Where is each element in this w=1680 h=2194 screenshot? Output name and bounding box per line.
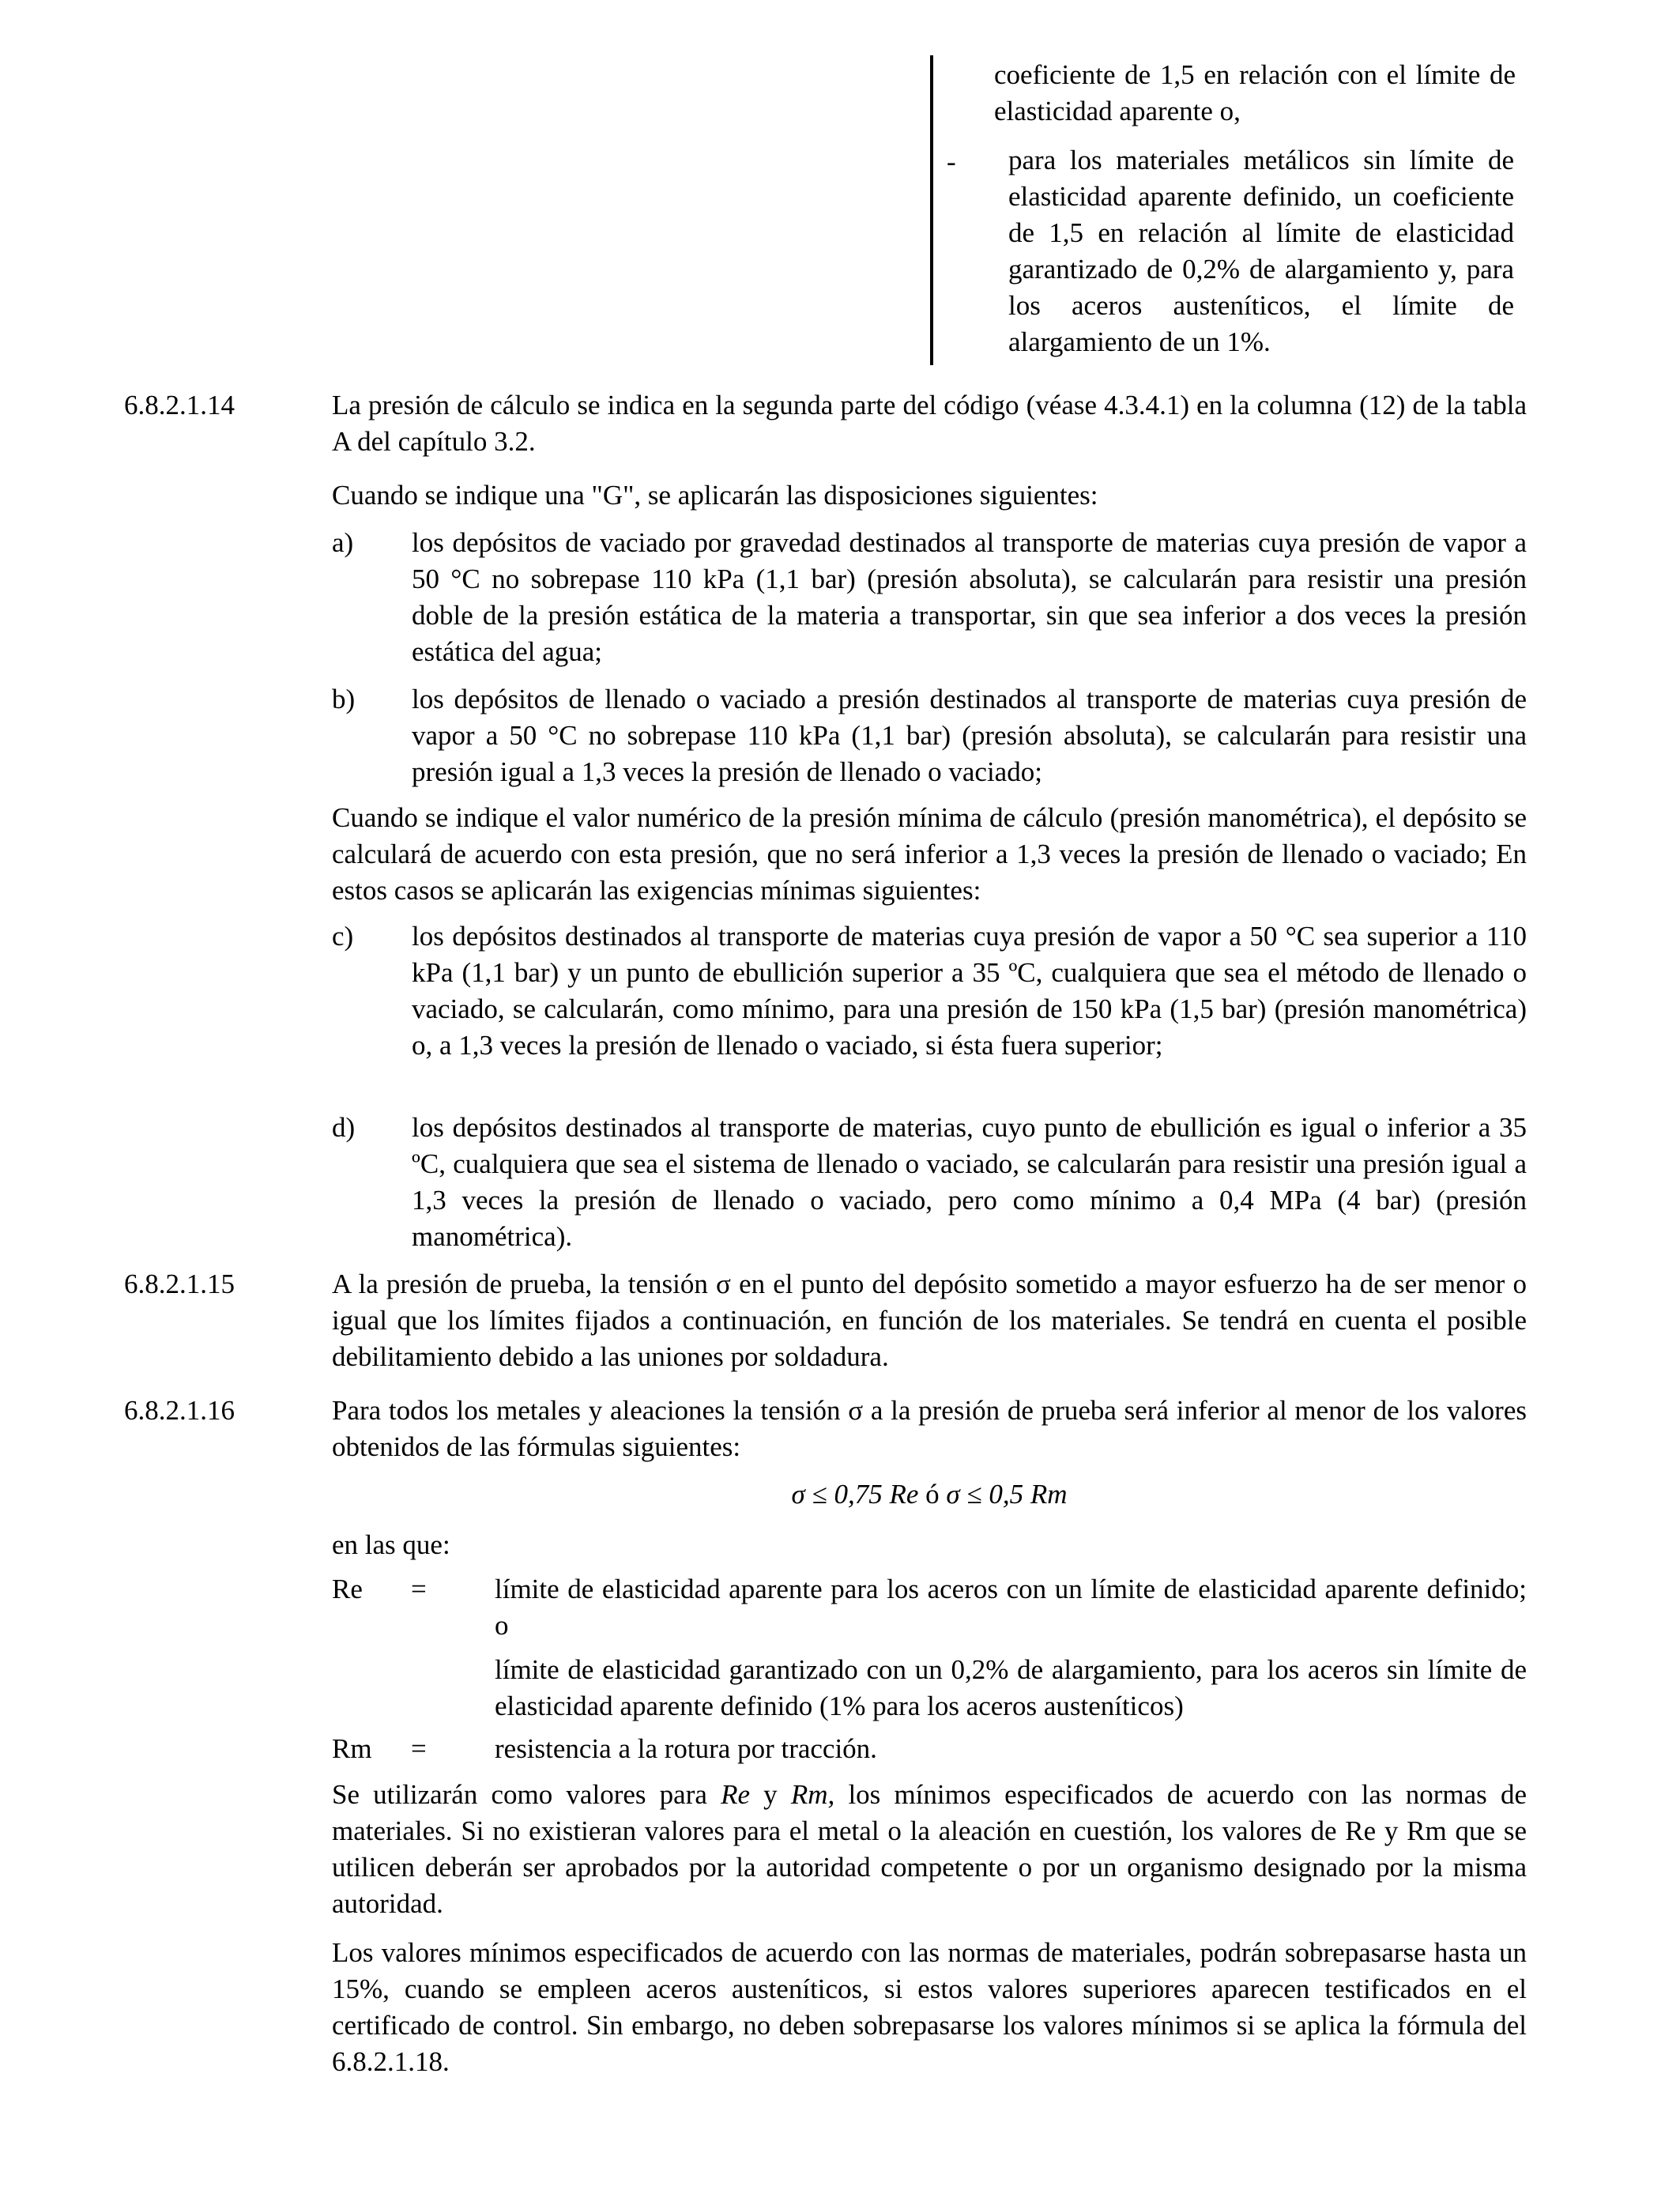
formula-right: σ ≤ 0,5 Rm (946, 1479, 1068, 1510)
section-15-text: A la presión de prueba, la tensión σ en el punto del depósito sometido a mayor esfuerzo ha de ser menor o igual que los límites fijados a continuación, en función de los materiales. Se tendrá en cuenta el posible debilitamiento debido a las uniones por soldadura. (332, 1269, 1527, 1372)
p2-re-italic: Re (721, 1779, 750, 1810)
item-d-text: los depósitos destinados al transporte de materias, cuyo punto de ebullición es igual o inferior a 35 ºC, cualquiera que sea el sistema de llenado o vaciado, se calcularán para resistir una presión igual a 1,3 veces la presión de llenado o vaciado, pero como mínimo a 0,4 MPa (4 bar) (presión manométrica). (412, 1112, 1527, 1252)
section-number-16: 6.8.2.1.16 (124, 1395, 235, 1426)
top-continuation-block (931, 57, 1525, 364)
section-number-15: 6.8.2.1.15 (124, 1269, 235, 1299)
item-d-label: d) (332, 1112, 356, 1143)
item-b-label: b) (332, 684, 356, 714)
stress-formula (332, 1476, 1527, 1513)
section-16-paragraph-1: Para todos los metales y aleaciones la tensión σ a la presión de prueba será inferior al menor de los valores obtenidos de las fórmulas siguientes: (332, 1395, 1527, 1462)
re-term: Re (332, 1574, 363, 1604)
item-a-label: a) (332, 527, 354, 558)
item-b-text: los depósitos de llenado o vaciado a presión destinados al transporte de materias cuya presión de vapor a 50 °C no sobrepase 110 kPa (1,1 bar) (presión absoluta), se calcularán para resistir una presión igual a 1,3 veces la presión de llenado o vaciado; (412, 684, 1527, 787)
rm-term: Rm (332, 1733, 372, 1764)
section-16-paragraph-2 (332, 1777, 1527, 1922)
formula-left: σ ≤ 0,75 Re (791, 1479, 919, 1510)
en-las-que-label: en las que: (332, 1529, 450, 1560)
item-c-text: los depósitos destinados al transporte de materias cuya presión de vapor a 50 °C sea superior a 110 kPa (1,1 bar) y un punto de ebullición superior a 35 ºC, cualquiera que sea el método de llenado o vaciado, se calcularán, como mínimo, para una presión de 150 kPa (1,5 bar) (presión manométrica) o, a 1,3 veces la presión de llenado o vaciado, si ésta fuera superior; (412, 921, 1527, 1061)
top-list-item: para los materiales metálicos sin límite de elasticidad aparente definido, un coeficiente de 1,5 en relación al límite de elasticidad garantizado de 0,2% de alargamiento y, para los aceros austeníticos, el límite de alargamiento de un 1%. (1008, 145, 1514, 357)
section-14-paragraph-1: La presión de cálculo se indica en la segunda parte del código (véase 4.3.4.1) en la columna (12) de la tabla A del capítulo 3.2. (332, 390, 1527, 457)
re-definition-1: límite de elasticidad aparente para los aceros con un límite de elasticidad aparente definido; o (495, 1574, 1527, 1641)
section-14-paragraph-2: Cuando se indique una "G", se aplicarán las disposiciones siguientes: (332, 480, 1098, 511)
formula-or: ó (918, 1479, 947, 1510)
section-number-14: 6.8.2.1.14 (124, 390, 235, 420)
rm-equals: = (411, 1733, 427, 1764)
p2-text-y: y (750, 1779, 791, 1810)
item-c-label: c) (332, 921, 354, 952)
section-16-paragraph-3: Los valores mínimos especificados de acuerdo con las normas de materiales, podrán sobrepasarse hasta un 15%, cuando se empleen aceros austeníticos, si estos valores superiores aparecen testificados en el certificado de control. Sin embargo, no deben sobrepasarse los valores mínimos si se aplica la fórmula del 6.8.2.1.18. (332, 1937, 1527, 2077)
p2-rm-italic: Rm, (790, 1779, 835, 1810)
item-a-text: los depósitos de vaciado por gravedad destinados al transporte de materias cuya presión de vapor a 50 °C no sobrepase 110 kPa (1,1 bar) (presión absoluta), se calcularán para resistir una presión doble de la presión estática de la materia a transportar, sin que sea inferior a dos veces la presión estática del agua; (412, 527, 1527, 667)
list-dash: - (947, 146, 956, 177)
p2-text-a: Se utilizarán como valores para (332, 1779, 721, 1810)
p2-text-b: los mínimos especificados de acuerdo con las normas de materiales. Si no existieran valores para el metal o la aleación en cuestión, los valores de Re y Rm que se utilicen deberán ser aprobados por la autoridad competente o por un organismo designado por la misma autoridad. (332, 1779, 1527, 1919)
rm-definition: resistencia a la rotura por tracción. (495, 1733, 877, 1764)
top-continuation-text: coeficiente de 1,5 en relación con el límite de elasticidad aparente o, (994, 59, 1516, 126)
re-definition-2: límite de elasticidad garantizado con un 0,2% de alargamiento, para los aceros sin límite de elasticidad aparente definido (1% para los aceros austeníticos) (495, 1654, 1527, 1721)
section-14-paragraph-3: Cuando se indique el valor numérico de la presión mínima de cálculo (presión manométrica), el depósito se calculará de acuerdo con esta presión, que no será inferior a 1,3 veces la presión de llenado o vaciado; En estos casos se aplicarán las exigencias mínimas siguientes: (332, 802, 1527, 906)
re-equals: = (411, 1574, 427, 1604)
